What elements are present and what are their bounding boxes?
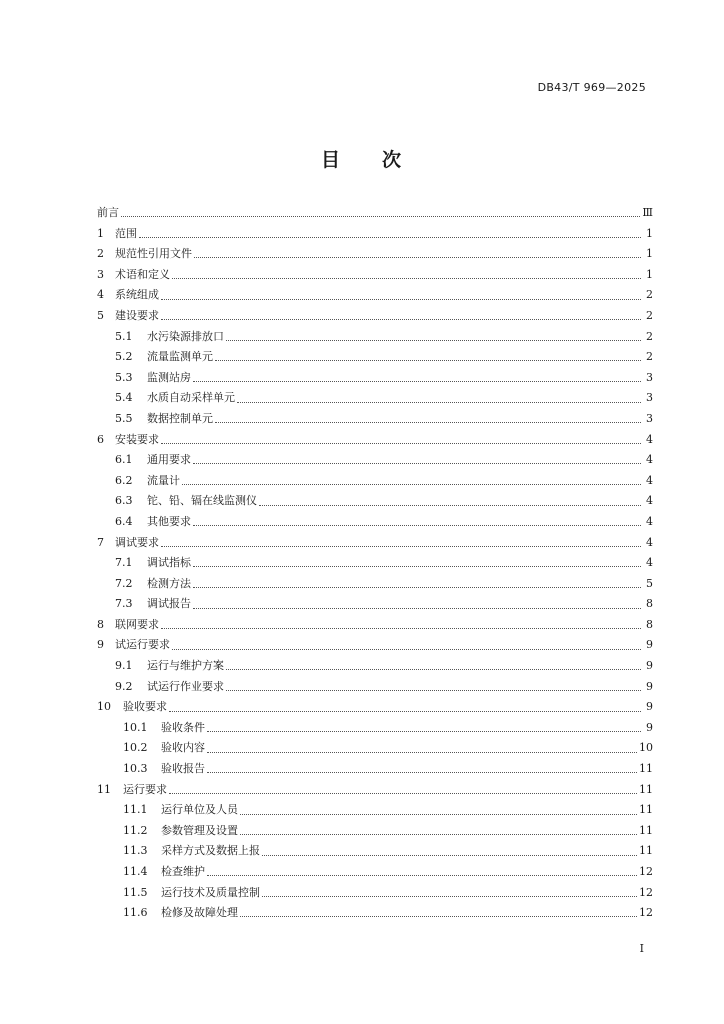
toc-entry-label: 运行要求 [123, 782, 167, 796]
toc-entry-number: 11.5 [123, 885, 148, 899]
toc-leader-dots [207, 730, 641, 732]
toc-entry[interactable] [97, 574, 653, 595]
toc-entry[interactable] [97, 491, 653, 512]
toc-leader-dots [237, 401, 641, 403]
toc-entry[interactable] [97, 697, 653, 718]
toc-entry[interactable] [97, 533, 653, 554]
toc-entry[interactable] [97, 594, 653, 615]
toc-entry-number: 7.3 [115, 597, 133, 611]
toc-entry-page: 12 [639, 865, 653, 878]
toc-leader-dots [215, 359, 641, 361]
toc-entry-page: 4 [646, 514, 653, 528]
toc-entry-label: 流量监测单元 [147, 350, 213, 364]
toc-entry-page: 10 [639, 741, 653, 755]
toc-leader-dots [193, 524, 641, 526]
toc-entry-label: 运行与维护方案 [147, 659, 224, 673]
toc-entry-label: 监测站房 [147, 370, 191, 384]
toc-entry[interactable] [97, 738, 653, 759]
toc-leader-dots [172, 648, 641, 650]
toc-leader-dots [207, 771, 637, 773]
toc-entry[interactable] [97, 883, 653, 904]
title-char-1: 目 [320, 149, 342, 171]
toc-entry-number: 5 [97, 308, 104, 322]
toc-entry-page: 11 [639, 844, 653, 858]
toc-entry-label: 检修及故障处理 [161, 906, 238, 920]
toc-entry-number: 4 [97, 288, 104, 302]
toc-entry-page: 2 [646, 350, 653, 364]
toc-entry[interactable] [97, 203, 653, 224]
toc-entry-page: 8 [646, 617, 653, 631]
toc-leader-dots [194, 256, 641, 258]
toc-leader-dots [169, 710, 641, 712]
toc-entry-page: 4 [646, 432, 653, 446]
toc-entry-page: 5 [646, 576, 653, 590]
toc-entry-page: 8 [646, 597, 653, 611]
toc-entry-label: 规范性引用文件 [115, 247, 192, 261]
toc-leader-dots [139, 236, 641, 238]
toc-entry-page: 9 [646, 720, 653, 734]
toc-leader-dots [169, 792, 637, 794]
toc-entry-label: 水污染源排放口 [147, 329, 224, 343]
toc-entry-page: 9 [646, 659, 653, 673]
toc-entry[interactable] [97, 512, 653, 533]
toc-entry-number: 1 [97, 226, 104, 240]
toc-entry-label: 验收报告 [161, 762, 205, 776]
toc-entry[interactable] [97, 718, 653, 739]
toc-entry-label: 参数管理及设置 [161, 823, 238, 837]
toc-entry-label: 试运行作业要求 [147, 679, 224, 693]
toc-entry-label: 验收要求 [123, 700, 167, 714]
toc-entry-label: 数据控制单元 [147, 411, 213, 425]
toc-entry-label: 调试要求 [115, 535, 159, 549]
toc-leader-dots [226, 668, 641, 670]
toc-entry-label: 采样方式及数据上报 [161, 844, 260, 858]
toc-entry-page: 12 [639, 885, 653, 899]
toc-entry-page: 3 [646, 370, 653, 384]
toc-entry-label: 安装要求 [115, 432, 159, 446]
toc-entry[interactable] [97, 244, 653, 265]
page-title [0, 145, 724, 172]
toc-entry-number: 5.4 [115, 391, 133, 405]
toc-entry-label: 通用要求 [147, 453, 191, 467]
toc-leader-dots [226, 339, 641, 341]
toc-entry-page: 3 [646, 411, 653, 425]
toc-entry-number: 6.1 [115, 453, 133, 467]
toc-entry[interactable] [97, 224, 653, 245]
toc-leader-dots [240, 915, 637, 917]
toc-leader-dots [193, 380, 641, 382]
toc-leader-dots [161, 318, 641, 320]
toc-entry-page: 2 [646, 308, 653, 322]
toc-entry-page: 9 [646, 700, 653, 714]
toc-entry-number: 10.1 [123, 720, 148, 734]
toc-leader-dots [161, 627, 641, 629]
toc-entry-label: 范围 [115, 226, 137, 240]
toc-entry-number: 11.4 [123, 865, 148, 878]
toc-leader-dots [226, 689, 641, 691]
toc-entry-page: 1 [646, 226, 653, 240]
toc-entry[interactable] [97, 903, 653, 924]
toc-entry-page: 12 [639, 906, 653, 920]
toc-entry-number: 6 [97, 432, 104, 446]
toc-leader-dots [259, 504, 641, 506]
toc-entry-label: 试运行要求 [115, 638, 170, 652]
toc-entry-number: 9 [97, 638, 104, 652]
toc-leader-dots [240, 833, 637, 835]
document-code: DB43/T 969—2025 [537, 81, 646, 94]
toc-entry-number: 5.1 [115, 329, 133, 343]
toc-entry[interactable] [97, 265, 653, 286]
toc-leader-dots [215, 421, 641, 423]
toc-leader-dots [207, 874, 637, 876]
toc-entry[interactable] [97, 759, 653, 780]
toc-entry-label: 联网要求 [115, 617, 159, 631]
toc-leader-dots [262, 895, 637, 897]
toc-entry-number: 5.3 [115, 370, 133, 384]
toc-entry-label: 运行技术及质量控制 [161, 885, 260, 899]
toc-leader-dots [172, 277, 641, 279]
title-char-2: 次 [382, 149, 404, 171]
toc-leader-dots [161, 298, 641, 300]
toc-entry-page: 11 [639, 782, 653, 796]
toc-entry-number: 5.5 [115, 411, 133, 425]
toc-entry-number: 6.3 [115, 494, 133, 508]
toc-leader-dots [207, 751, 637, 753]
toc-entry[interactable] [97, 656, 653, 677]
toc-leader-dots [193, 586, 641, 588]
toc-entry-label: 验收内容 [161, 741, 205, 755]
toc-entry[interactable] [97, 430, 653, 451]
toc-entry-page: 9 [646, 638, 653, 652]
toc-entry-page: 2 [646, 329, 653, 343]
toc-entry-page: 9 [646, 679, 653, 693]
toc-entry-number: 11.2 [123, 823, 148, 837]
toc-entry[interactable] [97, 615, 653, 636]
toc-leader-dots [193, 462, 641, 464]
toc-entry-label: 检测方法 [147, 576, 191, 590]
toc-entry-number: 11 [97, 782, 111, 796]
toc-entry-number: 7.2 [115, 576, 133, 590]
toc-entry-number: 2 [97, 247, 104, 261]
toc-entry-label: 水质自动采样单元 [147, 391, 235, 405]
toc-entry[interactable] [97, 471, 653, 492]
toc-entry[interactable] [97, 409, 653, 430]
toc-entry-number: 10.2 [123, 741, 148, 755]
toc-entry[interactable] [97, 635, 653, 656]
toc-entry-number: 7 [97, 535, 104, 549]
toc-entry-page: 1 [646, 267, 653, 281]
toc-entry-label: 前言 [97, 206, 119, 219]
toc-entry-page: 4 [646, 453, 653, 467]
toc-entry-page: 4 [646, 535, 653, 549]
toc-entry[interactable] [97, 841, 653, 862]
toc-entry-label: 其他要求 [147, 514, 191, 528]
toc-entry-number: 10.3 [123, 762, 148, 776]
toc-entry[interactable] [97, 677, 653, 698]
toc-entry[interactable] [97, 553, 653, 574]
toc-entry[interactable] [97, 862, 653, 883]
toc-entry-page: Ⅲ [642, 206, 653, 219]
toc-entry-label: 验收条件 [161, 720, 205, 734]
toc-entry-number: 10 [97, 700, 111, 714]
toc-entry-number: 11.3 [123, 844, 148, 858]
toc-entry-number: 6.4 [115, 514, 133, 528]
toc-entry-label: 调试报告 [147, 597, 191, 611]
toc-entry[interactable] [97, 347, 653, 368]
toc-entry-label: 调试指标 [147, 556, 191, 570]
toc-entry[interactable] [97, 306, 653, 327]
toc-entry[interactable] [97, 327, 653, 348]
toc-leader-dots [240, 813, 637, 815]
toc-entry-label: 系统组成 [115, 288, 159, 302]
toc-entry[interactable] [97, 780, 653, 801]
toc-entry-number: 3 [97, 267, 104, 281]
toc-entry-label: 铊、铅、镉在线监测仪 [147, 494, 257, 508]
toc-leader-dots [161, 545, 641, 547]
toc-entry-number: 11.1 [123, 803, 148, 817]
toc-entry-number: 5.2 [115, 350, 133, 364]
toc-entry-label: 建设要求 [115, 308, 159, 322]
toc-entry[interactable] [97, 368, 653, 389]
toc-entry[interactable] [97, 450, 653, 471]
toc-entry-label: 流量计 [147, 473, 180, 487]
toc-entry-page: 4 [646, 494, 653, 508]
toc-entry-number: 6.2 [115, 473, 133, 487]
toc-leader-dots [121, 215, 640, 217]
toc-entry-label: 检查维护 [161, 865, 205, 878]
toc-entry-page: 2 [646, 288, 653, 302]
toc-entry-number: 7.1 [115, 556, 133, 570]
toc-leader-dots [193, 565, 641, 567]
toc-entry[interactable] [97, 388, 653, 409]
toc-entry-number: 9.2 [115, 679, 133, 693]
toc-entry-number: 9.1 [115, 659, 133, 673]
toc-entry[interactable] [97, 800, 653, 821]
toc-entry-page: 4 [646, 473, 653, 487]
page-number: I [639, 942, 644, 955]
toc-entry-label: 术语和定义 [115, 267, 170, 281]
toc-entry-number: 11.6 [123, 906, 148, 920]
toc-entry[interactable] [97, 285, 653, 306]
toc-entry-page: 11 [639, 803, 653, 817]
toc-leader-dots [161, 442, 641, 444]
toc-leader-dots [193, 607, 641, 609]
toc-leader-dots [262, 854, 637, 856]
toc-entry-page: 11 [639, 762, 653, 776]
toc-entry-page: 3 [646, 391, 653, 405]
table-of-contents [97, 203, 653, 924]
toc-leader-dots [182, 483, 641, 485]
toc-entry-number: 8 [97, 617, 104, 631]
toc-entry-page: 4 [646, 556, 653, 570]
toc-entry-page: 1 [646, 247, 653, 261]
toc-entry-label: 运行单位及人员 [161, 803, 238, 817]
toc-entry-page: 11 [639, 823, 653, 837]
toc-entry[interactable] [97, 821, 653, 842]
